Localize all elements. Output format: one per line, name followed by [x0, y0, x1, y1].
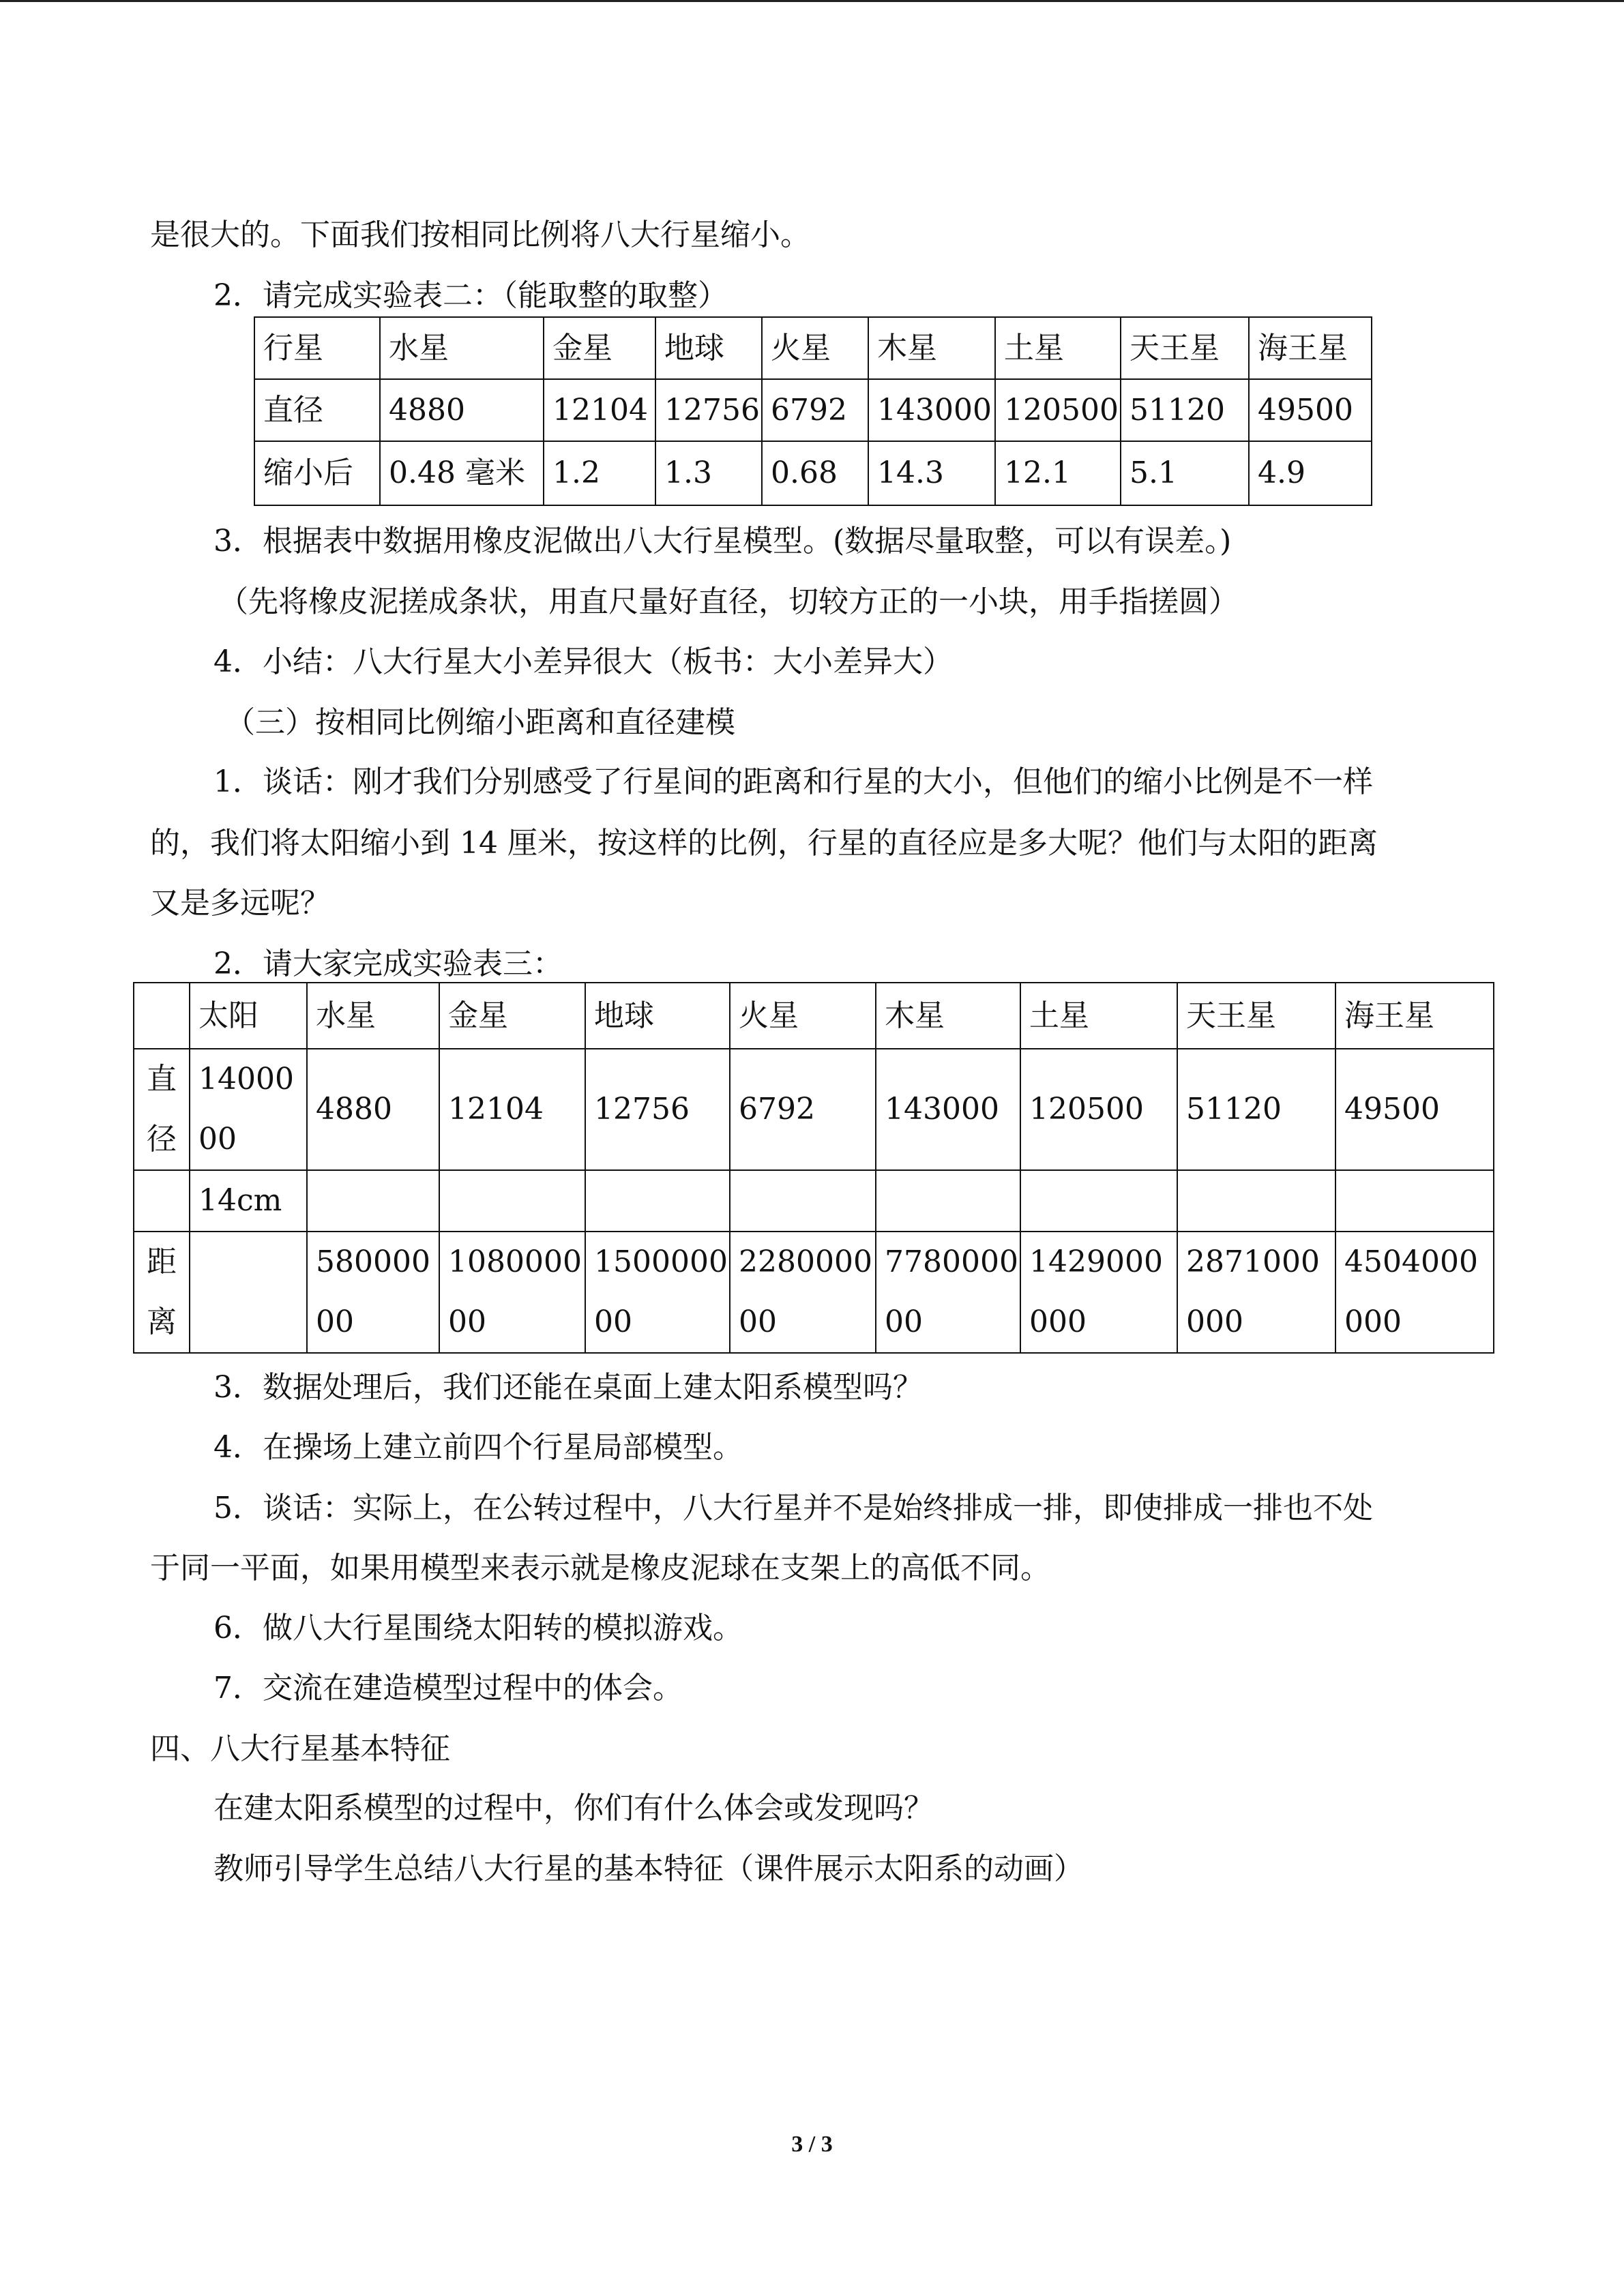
- table-cell: 143000: [868, 379, 995, 441]
- table-cell: 天王星: [1177, 983, 1335, 1049]
- table-cell: 12.1: [995, 441, 1121, 505]
- paragraph: 6．做八大行星围绕太阳转的模拟游戏。: [213, 1611, 743, 1645]
- table-cell: 58000000: [307, 1232, 439, 1353]
- table-cell: 地球: [655, 317, 762, 379]
- table-cell: 6792: [730, 1049, 876, 1170]
- table-cell: 1429000000: [1020, 1232, 1177, 1353]
- table-cell: 4.9: [1249, 441, 1372, 505]
- table-cell: [307, 1170, 439, 1232]
- table-cell: [585, 1170, 730, 1232]
- table-cell: 14.3: [868, 441, 995, 505]
- table-cell: [730, 1170, 876, 1232]
- row-label: 距离: [134, 1232, 190, 1353]
- table-cell: 太阳: [190, 983, 307, 1049]
- table-cell: 228000000: [730, 1232, 876, 1353]
- table-cell: 51120: [1177, 1049, 1335, 1170]
- table-cell: 0.68: [762, 441, 868, 505]
- page-number: 3 / 3: [791, 2132, 833, 2157]
- table-cell: 5.1: [1121, 441, 1249, 505]
- table-cell: [1335, 1170, 1494, 1232]
- paragraph: 2．请完成实验表二：（能取整的取整）: [213, 278, 728, 313]
- table-cell: 行星: [254, 317, 380, 379]
- table-cell: 缩小后: [254, 441, 380, 505]
- paragraph: （先将橡皮泥搓成条状，用直尺量好直径，切较方正的一小块，用手指搓圆）: [218, 584, 1239, 619]
- table-row: [134, 1170, 1494, 1232]
- table-cell: 海王星: [1249, 317, 1372, 379]
- table-cell: 木星: [868, 317, 995, 379]
- table-cell: 120500: [1020, 1049, 1177, 1170]
- table-cell: [439, 1170, 585, 1232]
- table-cell: 12104: [544, 379, 655, 441]
- row-label: 直径: [134, 1049, 190, 1170]
- table-cell: [1177, 1170, 1335, 1232]
- paragraph: 4．在操场上建立前四个行星局部模型。: [213, 1430, 743, 1465]
- table-cell: 51120: [1121, 379, 1249, 441]
- table-cell: 木星: [876, 983, 1020, 1049]
- paragraph: 在建太阳系模型的过程中，你们有什么体会或发现吗？: [213, 1791, 934, 1825]
- paragraph: 的，我们将太阳缩小到 14 厘米，按这样的比例，行星的直径应是多大呢？他们与太阳的距离: [150, 826, 1378, 861]
- experiment-table-3: [133, 982, 1494, 1354]
- table-cell: 火星: [730, 983, 876, 1049]
- paragraph: 1．谈话：刚才我们分别感受了行星间的距离和行星的大小，但他们的缩小比例是不一样: [213, 764, 1373, 799]
- table-cell: 120500: [995, 379, 1121, 441]
- table-cell: [876, 1170, 1020, 1232]
- table-cell: 1400000: [190, 1049, 307, 1170]
- paragraph: 教师引导学生总结八大行星的基本特征（课件展示太阳系的动画）: [213, 1851, 1084, 1886]
- section-heading: （三）按相同比例缩小距离和直径建模: [225, 705, 735, 740]
- table-row: [254, 441, 1372, 505]
- table-cell: 天王星: [1121, 317, 1249, 379]
- table-cell: 直径: [254, 379, 380, 441]
- table-row: [254, 379, 1372, 441]
- paragraph: 7．交流在建造模型过程中的体会。: [213, 1671, 683, 1705]
- table-cell: 4880: [307, 1049, 439, 1170]
- table-cell: 火星: [762, 317, 868, 379]
- paragraph: 2．请大家完成实验表三：: [213, 946, 563, 981]
- table-row: [134, 983, 1494, 1049]
- table-cell: 150000000: [585, 1232, 730, 1353]
- table-cell: 49500: [1335, 1049, 1494, 1170]
- table-row: [254, 317, 1372, 379]
- table-cell: 12756: [585, 1049, 730, 1170]
- section-heading: 四、八大行星基本特征: [150, 1731, 450, 1766]
- table-cell: [1020, 1170, 1177, 1232]
- paragraph: 3．数据处理后，我们还能在桌面上建太阳系模型吗？: [213, 1370, 923, 1405]
- table-cell: 143000: [876, 1049, 1020, 1170]
- table-cell: 0.48 毫米: [380, 441, 544, 505]
- table-cell: 6792: [762, 379, 868, 441]
- table-cell: 水星: [380, 317, 544, 379]
- paragraph: 于同一平面，如果用模型来表示就是橡皮泥球在支架上的高低不同。: [150, 1551, 1050, 1585]
- table-row: [134, 1049, 1494, 1170]
- table-cell: 海王星: [1335, 983, 1494, 1049]
- table-cell: 12104: [439, 1049, 585, 1170]
- table-cell: 4880: [380, 379, 544, 441]
- table-cell: 2871000000: [1177, 1232, 1335, 1353]
- table-cell: 1.2: [544, 441, 655, 505]
- paragraph: 5．谈话：实际上，在公转过程中，八大行星并不是始终排成一排，即使排成一排也不处: [213, 1491, 1373, 1525]
- table-cell: [134, 1170, 190, 1232]
- table-cell: 108000000: [439, 1232, 585, 1353]
- table-cell: [190, 1232, 307, 1353]
- paragraph: 是很大的。下面我们按相同比例将八大行星缩小。: [150, 218, 810, 252]
- paragraph: 4．小结：八大行星大小差异很大（板书：大小差异大）: [213, 644, 953, 679]
- paragraph: 3．根据表中数据用橡皮泥做出八大行星模型。(数据尽量取整，可以有误差。): [213, 524, 1232, 558]
- table-cell: 12756: [655, 379, 762, 441]
- table-row: [134, 1232, 1494, 1353]
- experiment-table-2: [254, 316, 1372, 506]
- paragraph: 又是多远呢？: [150, 886, 330, 921]
- table-cell: 地球: [585, 983, 730, 1049]
- table-cell: 水星: [307, 983, 439, 1049]
- table-cell: 49500: [1249, 379, 1372, 441]
- table-cell: 778000000: [876, 1232, 1020, 1353]
- table-cell: [134, 983, 190, 1049]
- table-cell: 金星: [439, 983, 585, 1049]
- table-cell: 4504000000: [1335, 1232, 1494, 1353]
- table-cell: 1.3: [655, 441, 762, 505]
- table-cell: 土星: [995, 317, 1121, 379]
- table-cell: 金星: [544, 317, 655, 379]
- table-cell: 14cm: [190, 1170, 307, 1232]
- table-cell: 土星: [1020, 983, 1177, 1049]
